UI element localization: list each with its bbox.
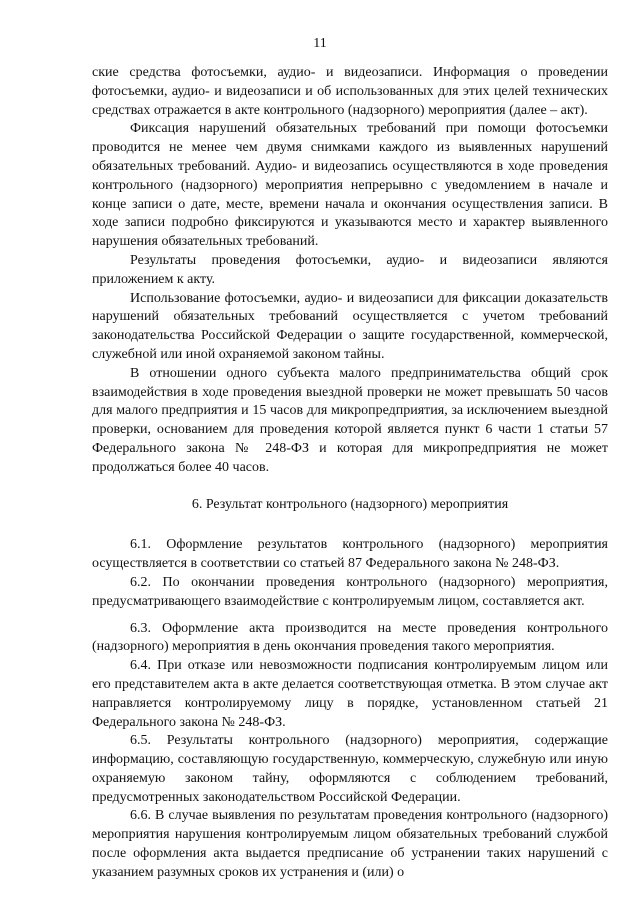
section-heading: 6. Результат контрольного (надзорного) мероприятия (191, 496, 509, 512)
paragraph-small-business-limit: В отношении одного субъекта малого предпринимательства общий срок взаимодействия в ходе проведения выездной проверки не может превышать 50 часов для малого предприятия и 15 часов для микропредприятия, за исключением выездной проверки, основанием для проведения которой является пункт 6 части 1 статьи 57 Федерального закона № 248-ФЗ и которая для микропредприятия не может продолжаться более 40 часов. (92, 365, 608, 475)
paragraph-6-2: 6.2. По окончании проведения контрольного (надзорного) мероприятия, предусматривающего взаимодействие с контролируемым лицом, составляется акт. (92, 574, 608, 609)
paragraph-6-3: 6.3. Оформление акта производится на месте проведения контрольного (надзорного) мероприятия в день окончания проведения такого мероприятия. (92, 620, 608, 655)
document-body (92, 64, 608, 883)
paragraph-gap (92, 612, 608, 620)
paragraph-secrecy-requirements: Использование фотосъемки, аудио- и видеозаписи для фиксации доказательств нарушений обязательных требований осуществляется с учетом требований законодательства Российской Федерации о защите государственной, коммерческой, служебной или иной охраняемой законом тайны. (92, 290, 608, 362)
paragraph-continuation: ские средства фотосъемки, аудио- и видеозаписи. Информация о проведении фотосъемки, аудио- и видеозаписи и об использованных для этих целей технических средствах отражается в акте контрольного (надзорного) мероприятия (далее – акт). (92, 65, 608, 118)
paragraph-6-5: 6.5. Результаты контрольного (надзорного) мероприятия, содержащие информацию, составляющую государственную, коммерческую, служебную или иную охраняемую законом тайну, оформляются с соблюдением требований, предусмотренных законодательством Российской Федерации. (92, 733, 608, 805)
paragraph-6-6: 6.6. В случае выявления по результатам проведения контрольного (надзорного) мероприятия нарушения контролируемым лицом обязательных требований службой после оформления акта выдается предписание об устранении таких нарушений с указанием разумных сроков их устранения и (или) о (92, 808, 608, 880)
paragraph-results-appendix: Результаты проведения фотосъемки, аудио- и видеозаписи являются приложением к акту. (92, 252, 608, 287)
paragraph-6-4: 6.4. При отказе или невозможности подписания контролируемым лицом или его представителем акта в акте делается соответствующая отметка. В этом случае акт направляется контролируемому лицу в порядке, установленном статьей 21 Федерального закона № 248-ФЗ. (92, 658, 608, 730)
page-number: 11 (313, 36, 327, 51)
paragraph-6-1: 6.1. Оформление результатов контрольного (надзорного) мероприятия осуществляется в соответствии со статьей 87 Федерального закона № 248-ФЗ. (92, 537, 608, 572)
paragraph-photo-fixation: Фиксация нарушений обязательных требований при помощи фотосъемки проводится не менее чем двумя снимками каждого из выявленных нарушений обязательных требований. Аудио- и видеозапись осуществляются в ходе проведения контрольного (надзорного) мероприятия непрерывно с уведомлением в начале и конце записи о дате, месте, времени начала и окончания осуществления записи. В ходе записи подробно фиксируются и указываются место и характер выявленного нарушения обязательных требований. (92, 121, 608, 250)
